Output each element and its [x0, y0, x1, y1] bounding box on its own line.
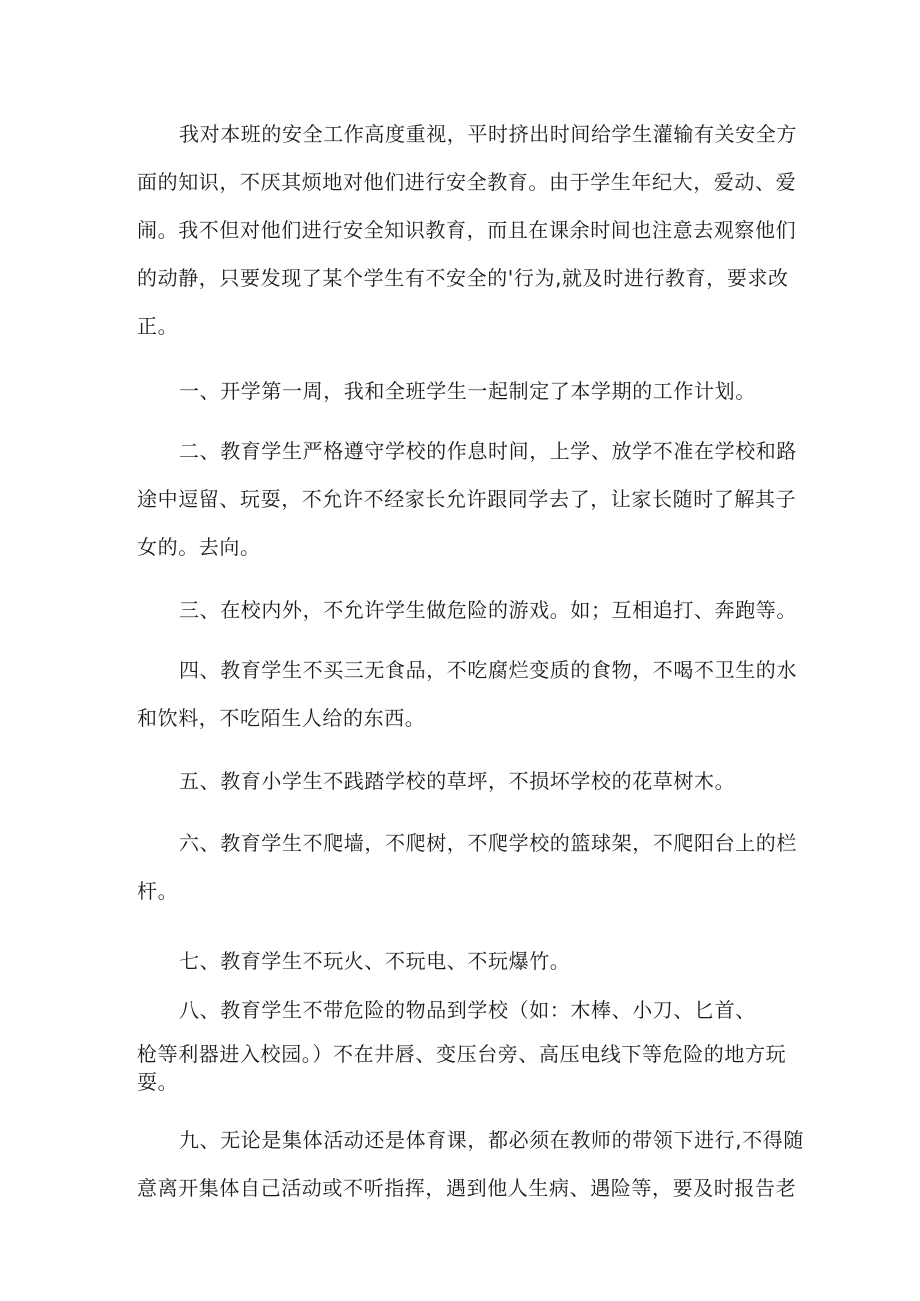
item-4-line-1: 四、教育学生不买三无食品，不吃腐烂变质的食物，不喝不卫生的水	[179, 658, 797, 682]
paragraph-intro-line-2: 面的知识，不厌其烦地对他们进行安全教育。由于学生年纪大，爱动、爱	[137, 170, 797, 194]
item-9-line-1: 九、无论是集体活动还是体育课，都必须在教师的带领下进行,不得随	[179, 1128, 804, 1152]
item-9-line-2: 意离开集体自己活动或不听指挥，遇到他人生病、遇险等，要及时报告老	[137, 1176, 797, 1200]
paragraph-intro-line-3: 闹。我不但对他们进行安全知识教育，而且在课余时间也注意去观察他们	[137, 218, 797, 242]
item-6-line-2: 杆。	[137, 879, 179, 903]
item-8-line-1: 八、教育学生不带危险的物品到学校（如：木棒、小刀、匕首、	[179, 998, 756, 1022]
item-8-line-2: 枪等利器进入校园。）不在井唇、变压台旁、高压电线下等危险的地方玩	[137, 1042, 787, 1066]
item-4-line-2: 和饮料，不吃陌生人给的东西。	[137, 706, 426, 730]
item-3-line-1: 三、在校内外，不允许学生做危险的游戏。如；互相追打、奔跑等。	[179, 598, 797, 622]
paragraph-intro-line-4: 的动静，只要发现了某个学生有不安全的'行为,就及时进行教育，要求改	[137, 266, 789, 290]
item-2-line-2: 途中逗留、玩耍，不允许不经家长允许跟同学去了，让家长随时了解其子	[137, 487, 797, 511]
item-8-line-3: 耍。	[137, 1070, 179, 1094]
item-6-line-1: 六、教育学生不爬墙，不爬树，不爬学校的篮球架，不爬阳台上的栏	[179, 831, 797, 855]
item-1-line-1: 一、开学第一周，我和全班学生一起制定了本学期的工作计划。	[179, 379, 756, 403]
item-2-line-1: 二、教育学生严格遵守学校的作息时间，上学、放学不准在学校和路	[179, 439, 797, 463]
item-2-line-3: 女的。去向。	[137, 535, 261, 559]
item-5-line-1: 五、教育小学生不践踏学校的草坪，不损坏学校的花草树木。	[179, 769, 736, 793]
paragraph-intro-line-1: 我对本班的安全工作高度重视，平时挤出时间给学生灌输有关安全方	[179, 122, 797, 146]
paragraph-intro-line-5: 正。	[137, 314, 179, 338]
item-7-line-1: 七、教育学生不玩火、不玩电、不玩爆竹。	[179, 949, 571, 973]
